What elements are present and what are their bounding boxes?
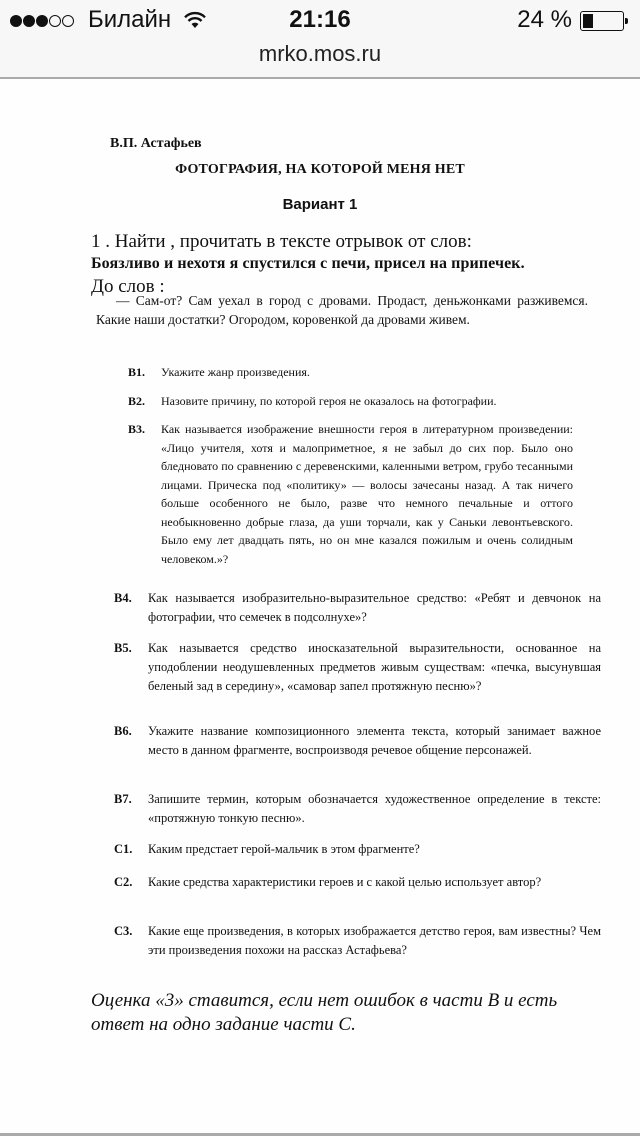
question-id: В6.	[114, 724, 132, 738]
question-text: Каким предстает герой-мальчик в этом фрагменте?	[148, 842, 420, 856]
until-words-quote: — Сам-от? Сам уехал в город с дровами. Продаст, деньжонками разживемся. Какие наши достатки? Огородом, коровенкой да дровами живем.	[96, 293, 588, 327]
question-id: С2.	[114, 875, 133, 889]
battery-percent: 24 %	[517, 6, 572, 33]
question-text: Укажите название композиционного элемента текста, который занимает важное место в данном фрагменте, воспроизводя речевое общение персонажей.	[148, 724, 601, 757]
question-id: В3.	[128, 422, 146, 436]
address-bar-url[interactable]: mrko.mos.ru	[258, 41, 382, 66]
task-1-instruction: 1 . Найти , прочитать в тексте отрывок от слов:	[91, 231, 472, 252]
question-text: Какие средства характеристики героев и с какой целью использует автор?	[148, 875, 542, 889]
story-title: ФОТОГРАФИЯ, НА КОТОРОЙ МЕНЯ НЕТ	[175, 162, 465, 177]
question-id: В4.	[114, 591, 132, 605]
question-text: Как называется изобразительно-выразительное средство: «Ребят и девчонок на фотографии, что семечек в подсолнухе»?	[148, 591, 601, 624]
question-text: Как называется средство иносказательной выразительности, основанное на уподоблении неодушевленных предметов живым существам: «печка, высунувшая беленый зад в середину», «самовар запел протяжную песню»?	[148, 641, 601, 693]
question-id: В2.	[128, 394, 146, 408]
until-label: До слов :	[91, 276, 165, 297]
task-1-from-words: Боязливо и нехотя я спустился с печи, присел на припечек.	[91, 255, 525, 272]
document-page	[0, 81, 640, 1133]
question-id: С3.	[114, 924, 133, 938]
variant-heading: Вариант 1	[282, 196, 358, 213]
question-text: Как называется изображение внешности героя в литературном произведении: «Лицо учителя, хотя и малоприметное, я не забыл до сих пор. Было оно бледновато по сравнению с деревенскими, каленными ветром, грубо тесанными лицами. Прическа под «политику» — волосы зачесаны назад. А так ничего больше особенного не было, разве что немного печальные и оттого необыкновенно добрые глаза, да уши торчали, как у Саньки левонтьевского. Было ему лет двадцать пять, но он мне казался пожилым и очень солидным человеком.»?	[161, 422, 573, 566]
carrier-name: Билайн	[88, 6, 172, 33]
author: В.П. Астафьев	[110, 136, 202, 151]
battery-icon	[580, 11, 628, 31]
question-id: С1.	[114, 842, 133, 856]
question-id: В5.	[114, 641, 132, 655]
question-id: В7.	[114, 792, 132, 806]
status-bar	[0, 0, 640, 40]
question-text: Назовите причину, по которой героя не оказалось на фотографии.	[161, 394, 497, 408]
question-text: Какие еще произведения, в которых изображается детство героя, вам известны? Чем эти произведения похожи на рассказ Астафьева?	[148, 924, 601, 957]
grading-note: Оценка «3» ставится, если нет ошибок в части В и есть ответ на одно задание части С.	[91, 990, 558, 1035]
browser-top-bar	[0, 0, 640, 79]
question-text: Укажите жанр произведения.	[161, 365, 310, 379]
question-text: Запишите термин, которым обозначается художественное определение в тексте: «протяжную тонкую песню».	[148, 792, 601, 825]
question-id: В1.	[128, 365, 146, 379]
clock: 21:16	[289, 6, 351, 33]
task-1	[91, 231, 591, 275]
